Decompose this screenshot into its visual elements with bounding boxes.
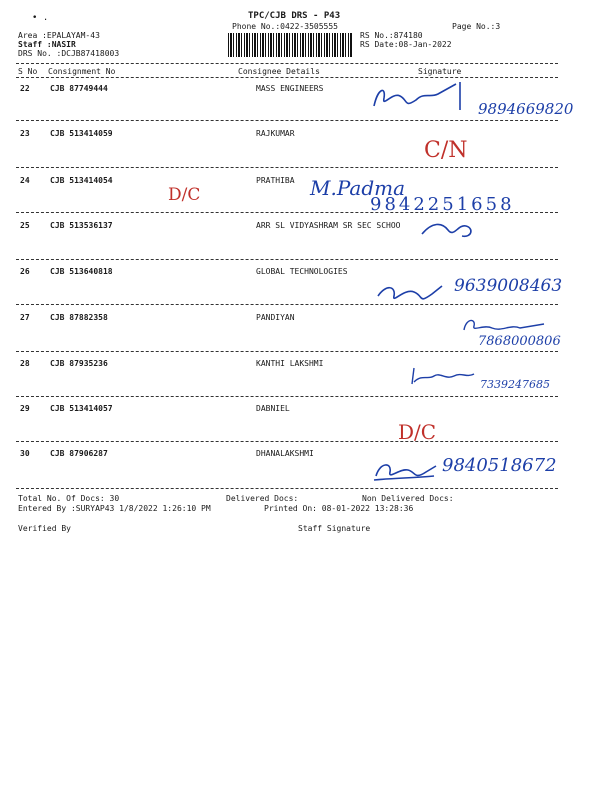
row-sno: 28 (20, 359, 30, 368)
row-divider (16, 304, 558, 305)
header-divider (16, 63, 558, 64)
signature-row-25 (418, 218, 482, 240)
signature-row-22 (364, 80, 484, 116)
handwritten-mark-row-23: C/N (424, 138, 468, 163)
column-header-divider (16, 77, 558, 78)
row-consignee: ARR SL VIDYASHRAM SR SEC SCHOO (256, 221, 401, 230)
row-consignment: CJB 513536137 (50, 221, 113, 230)
row-divider (16, 441, 558, 442)
row-divider (16, 120, 558, 121)
page-number: Page No.:3 (452, 22, 501, 31)
row-consignment: CJB 513640818 (50, 267, 113, 276)
row-consignee: KANTHI LAKSHMI (256, 359, 324, 368)
row-sno: 25 (20, 221, 30, 230)
row-sno: 29 (20, 404, 30, 413)
row-divider (16, 351, 558, 352)
phone-number: Phone No.:0422-3505555 (232, 22, 338, 31)
row-consignee: PRATHIBA (256, 176, 295, 185)
non-delivered-docs: Non Delivered Docs: (362, 494, 454, 503)
row-consignment: CJB 87749444 (50, 84, 108, 93)
row-consignee: RAJKUMAR (256, 129, 295, 138)
staff-signature-label: Staff Signature (298, 524, 371, 533)
handwritten-number-row-27: 7868000806 (478, 334, 561, 349)
handwritten-number-row-30: 9840518672 (442, 455, 557, 476)
row-consignment: CJB 513414059 (50, 129, 113, 138)
column-header-signature: Signature (418, 67, 462, 76)
row-consignee: DHANALAKSHMI (256, 449, 314, 458)
signature-row-28 (406, 364, 478, 386)
document-title: TPC/CJB DRS - P43 (248, 11, 341, 21)
drs-number: DRS No. :DCJB87418003 (18, 49, 120, 58)
row-consignment: CJB 87935236 (50, 359, 108, 368)
row-divider (16, 167, 558, 168)
row-sno: 30 (20, 449, 30, 458)
rs-number: RS No.:874180 (360, 31, 423, 40)
staff-field: Staff :NASIR (18, 40, 76, 49)
column-header-consignment: Consignment No (48, 67, 116, 76)
handwritten-number-row-24: 9842251658 (370, 194, 515, 215)
column-header-consignee: Consignee Details (238, 67, 320, 76)
row-consignee: GLOBAL TECHNOLOGIES (256, 267, 348, 276)
row-consignee: DABNIEL (256, 404, 290, 413)
rs-date: RS Date:08-Jan-2022 (360, 40, 452, 49)
handwritten-number-row-26: 9639008463 (454, 276, 563, 296)
row-sno: 23 (20, 129, 30, 138)
total-docs: Total No. Of Docs: 30 (18, 494, 120, 503)
row-divider (16, 259, 558, 260)
row-consignment: CJB 513414054 (50, 176, 113, 185)
barcode (228, 33, 352, 57)
printed-on: Printed On: 08-01-2022 13:28:36 (264, 504, 414, 513)
column-header-sno: S No (18, 67, 38, 76)
row-divider (16, 488, 558, 489)
handwritten-mark-row-30: D/C (398, 420, 437, 444)
signature-row-26 (374, 278, 446, 308)
handwritten-number-row-22: 9894669820 (478, 100, 574, 118)
row-divider (16, 396, 558, 397)
row-sno: 24 (20, 176, 30, 185)
row-consignee: PANDIYAN (256, 313, 295, 322)
row-sno: 22 (20, 84, 30, 93)
handwritten-number-row-28: 7339247685 (480, 378, 550, 391)
verified-by-label: Verified By (18, 524, 71, 533)
corner-mark: • . (32, 13, 49, 23)
row-sno: 26 (20, 267, 30, 276)
row-sno: 27 (20, 313, 30, 322)
area-field: Area :EPALAYAM-43 (18, 31, 100, 40)
handwritten-name-row-24: M.Padma (310, 176, 406, 200)
entered-by: Entered By :SURYAP43 1/8/2022 1:26:10 PM (18, 504, 211, 513)
row-consignment: CJB 513414057 (50, 404, 113, 413)
signature-row-30 (370, 456, 442, 484)
signature-row-27 (460, 314, 550, 336)
row-consignment: CJB 87882358 (50, 313, 108, 322)
delivered-docs: Delivered Docs: (226, 494, 299, 503)
row-consignee: MASS ENGINEERS (256, 84, 324, 93)
handwritten-mark-row-24: D/C (168, 185, 201, 205)
row-consignment: CJB 87906287 (50, 449, 108, 458)
